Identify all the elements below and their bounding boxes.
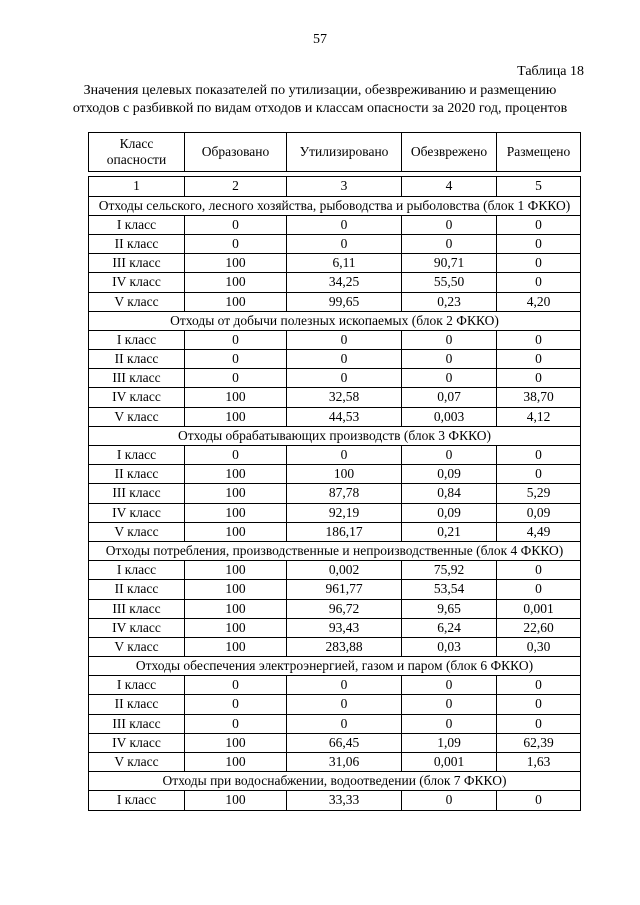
value-cell: 1,09 bbox=[402, 733, 497, 752]
value-cell: 0 bbox=[287, 446, 402, 465]
value-cell: 32,58 bbox=[287, 388, 402, 407]
hazard-class-cell: III класс bbox=[89, 254, 185, 273]
hazard-class-cell: II класс bbox=[89, 350, 185, 369]
table-label: Таблица 18 bbox=[517, 64, 584, 79]
data-row bbox=[89, 273, 581, 292]
value-cell: 0,002 bbox=[287, 561, 402, 580]
data-row bbox=[89, 753, 581, 772]
value-cell: 0 bbox=[402, 330, 497, 349]
value-cell: 100 bbox=[185, 637, 287, 656]
value-cell: 0 bbox=[497, 446, 581, 465]
hazard-class-cell: IV класс bbox=[89, 388, 185, 407]
value-cell: 100 bbox=[185, 733, 287, 752]
hazard-class-cell: V класс bbox=[89, 637, 185, 656]
value-cell: 100 bbox=[185, 580, 287, 599]
value-cell: 0 bbox=[185, 330, 287, 349]
waste-table-body bbox=[89, 177, 581, 810]
hazard-class-cell: I класс bbox=[89, 215, 185, 234]
value-cell: 0 bbox=[402, 446, 497, 465]
column-number-cell: 4 bbox=[402, 177, 497, 196]
value-cell: 0 bbox=[497, 234, 581, 253]
value-cell: 0,23 bbox=[402, 292, 497, 311]
value-cell: 96,72 bbox=[287, 599, 402, 618]
value-cell: 100 bbox=[185, 522, 287, 541]
value-cell: 0 bbox=[185, 215, 287, 234]
value-cell: 93,43 bbox=[287, 618, 402, 637]
value-cell: 66,45 bbox=[287, 733, 402, 752]
value-cell: 100 bbox=[185, 753, 287, 772]
section-title: Отходы от добычи полезных ископаемых (блок 2 ФККО) bbox=[89, 311, 581, 330]
value-cell: 100 bbox=[185, 791, 287, 810]
value-cell: 0 bbox=[185, 234, 287, 253]
hazard-class-cell: V класс bbox=[89, 407, 185, 426]
value-cell: 0,003 bbox=[402, 407, 497, 426]
data-row bbox=[89, 215, 581, 234]
hazard-class-cell: I класс bbox=[89, 561, 185, 580]
value-cell: 0 bbox=[287, 215, 402, 234]
section-title: Отходы обеспечения электроэнергией, газом и паром (блок 6 ФККО) bbox=[89, 657, 581, 676]
hazard-class-cell: III класс bbox=[89, 369, 185, 388]
value-cell: 961,77 bbox=[287, 580, 402, 599]
data-row bbox=[89, 369, 581, 388]
data-row bbox=[89, 503, 581, 522]
value-cell: 0 bbox=[287, 234, 402, 253]
value-cell: 5,29 bbox=[497, 484, 581, 503]
value-cell: 100 bbox=[185, 561, 287, 580]
value-cell: 0,21 bbox=[402, 522, 497, 541]
value-cell: 0,001 bbox=[497, 599, 581, 618]
value-cell: 55,50 bbox=[402, 273, 497, 292]
column-header-utilized: Утилизировано bbox=[287, 133, 402, 172]
value-cell: 100 bbox=[185, 407, 287, 426]
data-row bbox=[89, 292, 581, 311]
hazard-class-cell: I класс bbox=[89, 330, 185, 349]
data-row bbox=[89, 733, 581, 752]
value-cell: 0 bbox=[185, 676, 287, 695]
document-title: Значения целевых показателей по утилизации, обезвреживанию и размещению отходов с разбивкой по видам отходов и классам опасности за 2020 год, процентов bbox=[72, 83, 568, 117]
value-cell: 9,65 bbox=[402, 599, 497, 618]
value-cell: 44,53 bbox=[287, 407, 402, 426]
data-row bbox=[89, 446, 581, 465]
page-number: 57 bbox=[313, 32, 327, 47]
data-row bbox=[89, 791, 581, 810]
value-cell: 0,09 bbox=[402, 503, 497, 522]
value-cell: 100 bbox=[185, 484, 287, 503]
value-cell: 0 bbox=[402, 350, 497, 369]
value-cell: 0,07 bbox=[402, 388, 497, 407]
value-cell: 100 bbox=[185, 503, 287, 522]
column-header-disposed: Размещено bbox=[497, 133, 581, 172]
data-row bbox=[89, 714, 581, 733]
column-number-cell: 5 bbox=[497, 177, 581, 196]
hazard-class-cell: IV класс bbox=[89, 733, 185, 752]
value-cell: 0 bbox=[402, 714, 497, 733]
data-row bbox=[89, 580, 581, 599]
value-cell: 100 bbox=[185, 388, 287, 407]
value-cell: 0 bbox=[287, 676, 402, 695]
value-cell: 0,84 bbox=[402, 484, 497, 503]
data-row bbox=[89, 330, 581, 349]
value-cell: 0 bbox=[497, 369, 581, 388]
value-cell: 90,71 bbox=[402, 254, 497, 273]
value-cell: 87,78 bbox=[287, 484, 402, 503]
value-cell: 75,92 bbox=[402, 561, 497, 580]
data-row bbox=[89, 254, 581, 273]
value-cell: 0 bbox=[497, 254, 581, 273]
value-cell: 6,24 bbox=[402, 618, 497, 637]
waste-table bbox=[88, 176, 581, 810]
value-cell: 0 bbox=[497, 791, 581, 810]
data-row bbox=[89, 407, 581, 426]
data-row bbox=[89, 561, 581, 580]
hazard-class-cell: I класс bbox=[89, 446, 185, 465]
value-cell: 100 bbox=[185, 465, 287, 484]
value-cell: 92,19 bbox=[287, 503, 402, 522]
value-cell: 0,30 bbox=[497, 637, 581, 656]
section-row bbox=[89, 311, 581, 330]
value-cell: 186,17 bbox=[287, 522, 402, 541]
value-cell: 0 bbox=[497, 580, 581, 599]
data-row bbox=[89, 484, 581, 503]
hazard-class-cell: V класс bbox=[89, 522, 185, 541]
value-cell: 33,33 bbox=[287, 791, 402, 810]
hazard-class-cell: II класс bbox=[89, 580, 185, 599]
value-cell: 0 bbox=[185, 695, 287, 714]
data-row bbox=[89, 599, 581, 618]
value-cell: 0 bbox=[497, 676, 581, 695]
data-row bbox=[89, 637, 581, 656]
hazard-class-cell: I класс bbox=[89, 791, 185, 810]
value-cell: 0 bbox=[402, 676, 497, 695]
value-cell: 0 bbox=[287, 695, 402, 714]
value-cell: 99,65 bbox=[287, 292, 402, 311]
value-cell: 283,88 bbox=[287, 637, 402, 656]
value-cell: 0 bbox=[402, 791, 497, 810]
value-cell: 0 bbox=[185, 350, 287, 369]
value-cell: 4,12 bbox=[497, 407, 581, 426]
data-row bbox=[89, 676, 581, 695]
data-row bbox=[89, 350, 581, 369]
value-cell: 4,20 bbox=[497, 292, 581, 311]
value-cell: 4,49 bbox=[497, 522, 581, 541]
header-row bbox=[89, 133, 581, 172]
value-cell: 100 bbox=[185, 292, 287, 311]
value-cell: 22,60 bbox=[497, 618, 581, 637]
hazard-class-cell: III класс bbox=[89, 714, 185, 733]
column-number-cell: 2 bbox=[185, 177, 287, 196]
value-cell: 34,25 bbox=[287, 273, 402, 292]
value-cell: 0 bbox=[287, 714, 402, 733]
column-number-cell: 1 bbox=[89, 177, 185, 196]
value-cell: 100 bbox=[185, 599, 287, 618]
value-cell: 0,001 bbox=[402, 753, 497, 772]
section-row bbox=[89, 657, 581, 676]
hazard-class-cell: V класс bbox=[89, 753, 185, 772]
hazard-class-cell: IV класс bbox=[89, 503, 185, 522]
value-cell: 100 bbox=[185, 254, 287, 273]
section-row bbox=[89, 196, 581, 215]
column-header-generated: Образовано bbox=[185, 133, 287, 172]
value-cell: 0 bbox=[402, 215, 497, 234]
column-number-row bbox=[89, 177, 581, 196]
data-row bbox=[89, 618, 581, 637]
value-cell: 0 bbox=[185, 446, 287, 465]
value-cell: 0,09 bbox=[497, 503, 581, 522]
section-title: Отходы при водоснабжении, водоотведении (блок 7 ФККО) bbox=[89, 772, 581, 791]
value-cell: 0 bbox=[402, 369, 497, 388]
hazard-class-cell: II класс bbox=[89, 465, 185, 484]
value-cell: 0 bbox=[402, 695, 497, 714]
data-row bbox=[89, 234, 581, 253]
section-row bbox=[89, 541, 581, 560]
value-cell: 0 bbox=[497, 273, 581, 292]
value-cell: 0 bbox=[185, 714, 287, 733]
value-cell: 0 bbox=[497, 714, 581, 733]
hazard-class-cell: IV класс bbox=[89, 273, 185, 292]
hazard-class-cell: III класс bbox=[89, 484, 185, 503]
section-title: Отходы потребления, производственные и непроизводственные (блок 4 ФККО) bbox=[89, 541, 581, 560]
waste-table-header bbox=[88, 132, 581, 172]
hazard-class-cell: III класс bbox=[89, 599, 185, 618]
hazard-class-cell: II класс bbox=[89, 695, 185, 714]
hazard-class-cell: V класс bbox=[89, 292, 185, 311]
value-cell: 6,11 bbox=[287, 254, 402, 273]
value-cell: 100 bbox=[287, 465, 402, 484]
value-cell: 0 bbox=[497, 465, 581, 484]
value-cell: 0 bbox=[402, 234, 497, 253]
hazard-class-cell: I класс bbox=[89, 676, 185, 695]
value-cell: 62,39 bbox=[497, 733, 581, 752]
value-cell: 0 bbox=[287, 350, 402, 369]
value-cell: 0,09 bbox=[402, 465, 497, 484]
value-cell: 0,03 bbox=[402, 637, 497, 656]
value-cell: 100 bbox=[185, 273, 287, 292]
column-header-neutralized: Обезврежено bbox=[402, 133, 497, 172]
value-cell: 0 bbox=[497, 330, 581, 349]
column-number-cell: 3 bbox=[287, 177, 402, 196]
column-header-hazard-class: Класс опасности bbox=[89, 133, 185, 172]
section-title: Отходы обрабатывающих производств (блок 3 ФККО) bbox=[89, 426, 581, 445]
section-row bbox=[89, 426, 581, 445]
value-cell: 0 bbox=[497, 350, 581, 369]
value-cell: 31,06 bbox=[287, 753, 402, 772]
value-cell: 0 bbox=[287, 330, 402, 349]
data-row bbox=[89, 695, 581, 714]
section-title: Отходы сельского, лесного хозяйства, рыбоводства и рыболовства (блок 1 ФККО) bbox=[89, 196, 581, 215]
value-cell: 1,63 bbox=[497, 753, 581, 772]
value-cell: 53,54 bbox=[402, 580, 497, 599]
value-cell: 100 bbox=[185, 618, 287, 637]
value-cell: 0 bbox=[497, 215, 581, 234]
value-cell: 0 bbox=[497, 561, 581, 580]
value-cell: 0 bbox=[497, 695, 581, 714]
hazard-class-cell: IV класс bbox=[89, 618, 185, 637]
section-row bbox=[89, 772, 581, 791]
value-cell: 0 bbox=[287, 369, 402, 388]
data-row bbox=[89, 465, 581, 484]
hazard-class-cell: II класс bbox=[89, 234, 185, 253]
data-row bbox=[89, 522, 581, 541]
value-cell: 0 bbox=[185, 369, 287, 388]
value-cell: 38,70 bbox=[497, 388, 581, 407]
data-row bbox=[89, 388, 581, 407]
